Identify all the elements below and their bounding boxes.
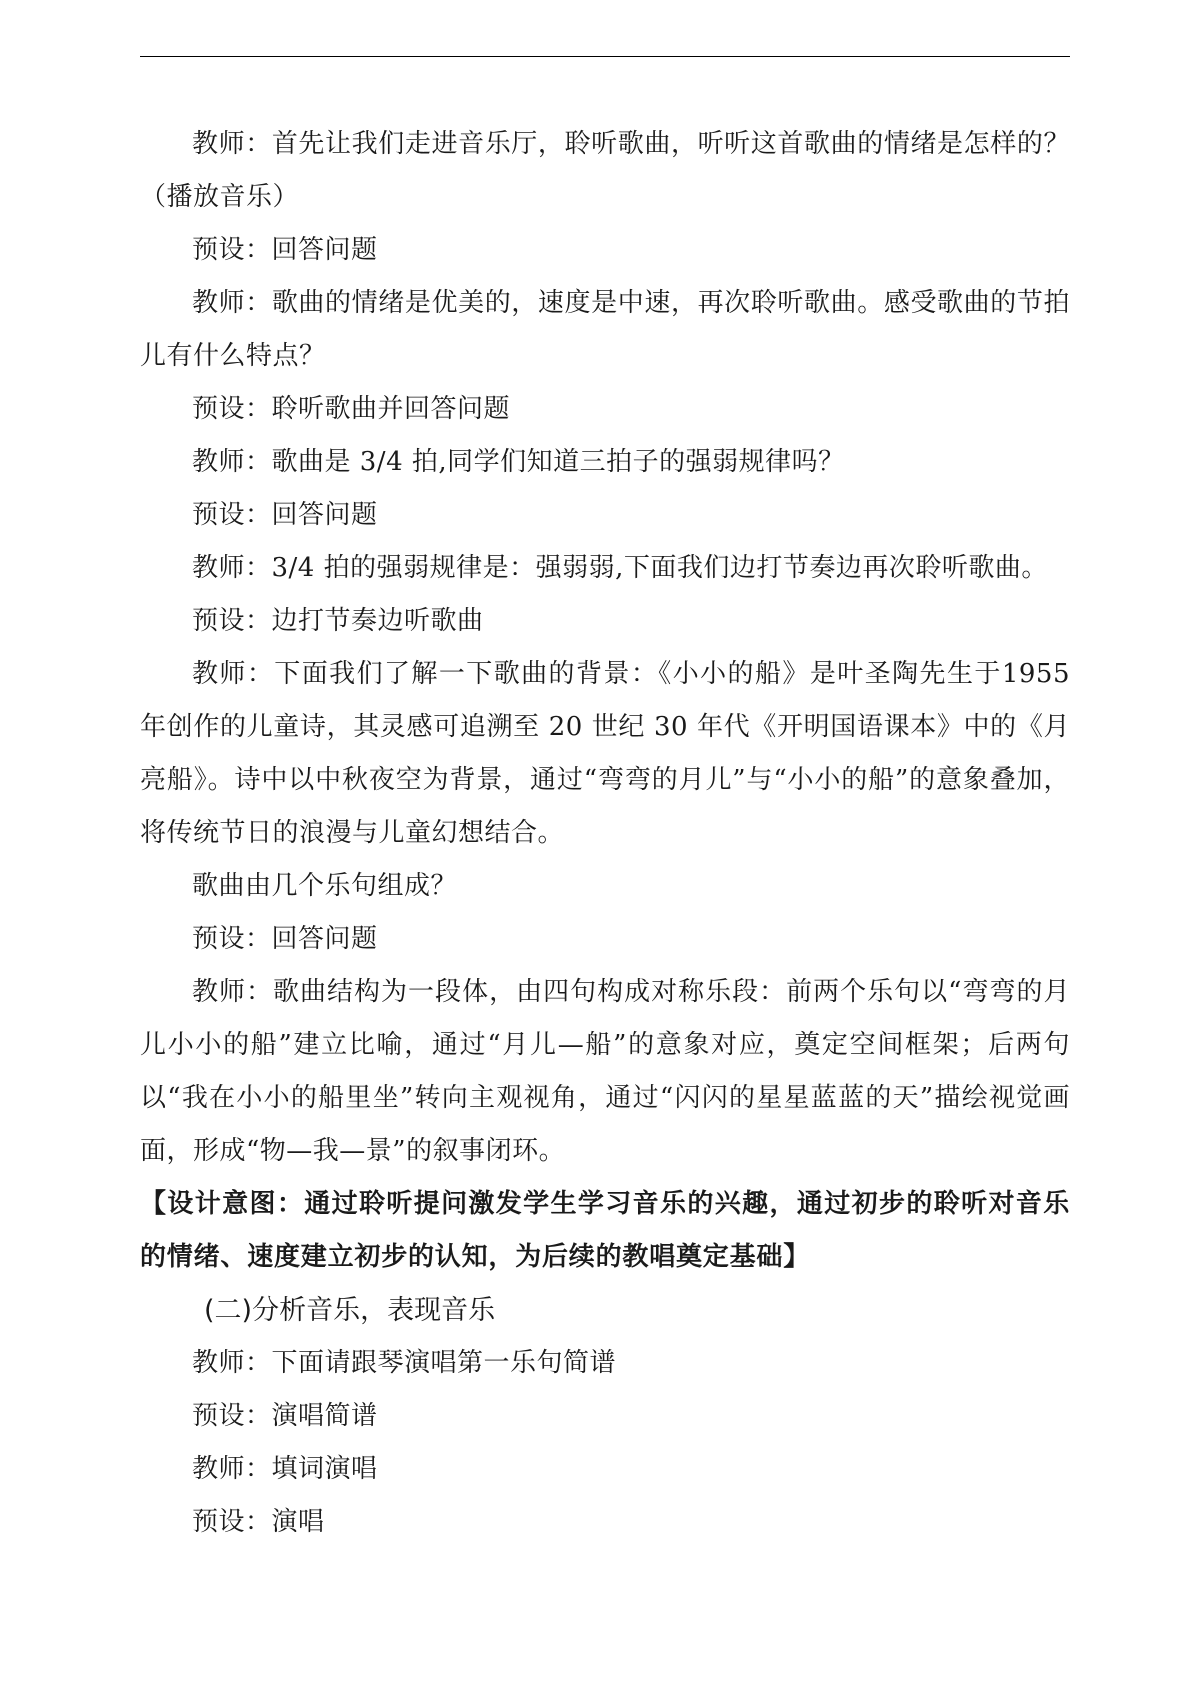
paragraph: 歌曲由几个乐句组成？ bbox=[192, 871, 458, 901]
paragraph: 教师：歌曲的情绪是优美的，速度是中速，再次聆听歌曲。感受歌曲的节拍儿有什么特点？ bbox=[140, 288, 1070, 371]
header-rule bbox=[140, 56, 1070, 57]
paragraph: 教师：首先让我们走进音乐厅，聆听歌曲，听听这首歌曲的情绪是怎样的？（播放音乐） bbox=[140, 129, 1070, 212]
paragraph: 预设：边打节奏边听歌曲 bbox=[192, 606, 484, 636]
paragraph: 教师：3/4 拍的强弱规律是：强弱弱,下面我们边打节奏边再次聆听歌曲。 bbox=[192, 553, 1048, 583]
paragraph: 预设：演唱 bbox=[192, 1507, 325, 1537]
document-body bbox=[140, 118, 1070, 1549]
section-heading: (二)分析音乐，表现音乐 bbox=[204, 1295, 496, 1326]
paragraph: 教师：下面请跟琴演唱第一乐句简谱 bbox=[192, 1348, 617, 1378]
paragraph: 预设：演唱简谱 bbox=[192, 1401, 378, 1431]
paragraph: 教师：下面我们了解一下歌曲的背景：《小小的船》是叶圣陶先生于1955 年创作的儿童诗，其灵感可追溯至 20 世纪 30 年代《开明国语课本》中的《月亮船》。诗中以中秋夜空为背景，通过“弯弯的月儿”与“小小的船”的意象叠加，将传统节日的浪漫与儿童幻想结合。 bbox=[140, 659, 1070, 848]
paragraph: 教师：歌曲结构为一段体，由四句构成对称乐段：前两个乐句以“弯弯的月儿小小的船”建立比喻，通过“月儿—船”的意象对应，奠定空间框架；后两句以“我在小小的船里坐”转向主观视角，通过“闪闪的星星蓝蓝的天”描绘视觉画面，形成“物—我—景”的叙事闭环。 bbox=[140, 977, 1070, 1166]
paragraph: 预设：回答问题 bbox=[192, 924, 378, 954]
paragraph: 预设：聆听歌曲并回答问题 bbox=[192, 394, 511, 424]
design-intent: 【设计意图：通过聆听提问激发学生学习音乐的兴趣，通过初步的聆听对音乐的情绪、速度建立初步的认知，为后续的教唱奠定基础】 bbox=[140, 1189, 1070, 1272]
paragraph: 预设：回答问题 bbox=[192, 500, 378, 530]
paragraph: 教师：填词演唱 bbox=[192, 1454, 378, 1484]
paragraph: 预设：回答问题 bbox=[192, 235, 378, 265]
paragraph: 教师：歌曲是 3/4 拍,同学们知道三拍子的强弱规律吗？ bbox=[192, 447, 845, 477]
